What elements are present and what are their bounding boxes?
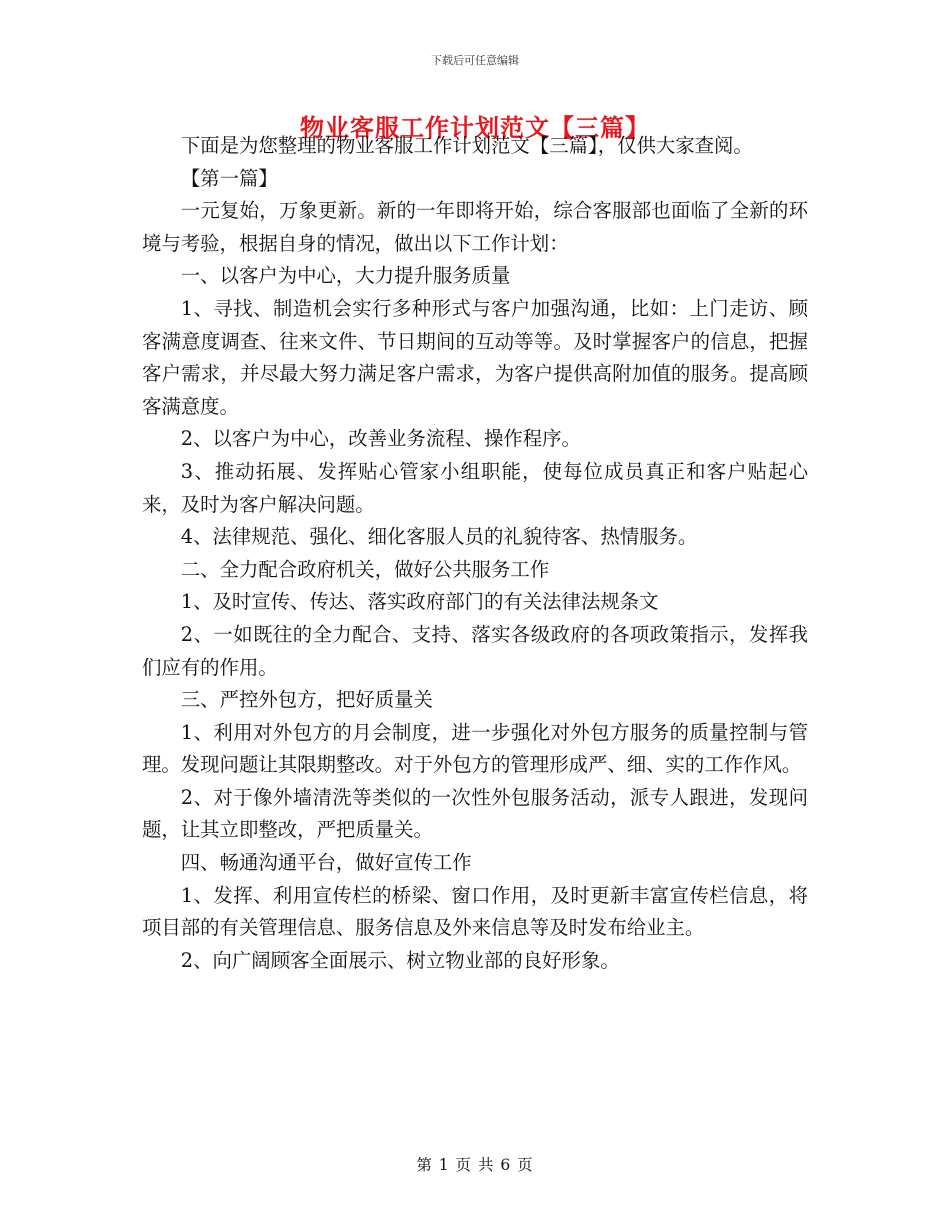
paragraph: 一元复始，万象更新。新的一年即将开始，综合客服部也面临了全新的环境与考验，根据自身的情况，做出以下工作计划： <box>142 199 808 255</box>
document-title: 物业客服工作计划范文【三篇】 <box>300 113 650 142</box>
paragraph: 4、法律规范、强化、细化客服人员的礼貌待客、热情服务。 <box>180 525 698 549</box>
paragraph: 3、推动拓展、发挥贴心管家小组职能，使每位成员真正和客户贴起心来，及时为客户解决问题。 <box>142 459 808 516</box>
intro-paragraph: 下面是为您整理的物业客服工作计划范文【三篇】，仅供大家查阅。 <box>180 134 753 157</box>
paragraph: 1、寻找、制造机会实行多种形式与客户加强沟通，比如：上门走访、顾客满意度调查、往来文件、节日期间的互动等等。及时掌握客户的信息，把握客户需求，并尽最大努力满足客户需求，为客户提供高附加值的服务。提高顾客满意度。 <box>142 296 808 418</box>
paragraph: 2、向广阔顾客全面展示、树立物业部的良好形象。 <box>180 948 620 972</box>
page-header: 下载后可任意编辑 <box>431 54 519 67</box>
paragraph: 1、发挥、利用宣传栏的桥梁、窗口作用，及时更新丰富宣传栏信息，将项目部的有关管理信息、服务信息及外来信息等及时发布给业主。 <box>142 883 808 940</box>
paragraph: 1、利用对外包方的月会制度，进一步强化对外包方服务的质量控制与管理。发现问题让其限期整改。对于外包方的管理形成严、细、实的工作作风。 <box>142 720 808 777</box>
subsection-heading: 二、全力配合政府机关，做好公共服务工作 <box>180 557 550 581</box>
subsection-heading: 三、严控外包方，把好质量关 <box>180 688 433 712</box>
paragraph: 2、对于像外墙清洗等类似的一次性外包服务活动，派专人跟进，发现问题，让其立即整改，严把质量关。 <box>142 785 808 842</box>
subsection-heading: 四、畅通沟通平台，做好宣传工作 <box>180 851 472 875</box>
subsection-heading: 一、以客户为中心，大力提升服务质量 <box>180 264 511 288</box>
document-body <box>142 130 808 977</box>
paragraph: 2、以客户为中心，改善业务流程、操作程序。 <box>180 427 581 451</box>
paragraph: 2、一如既往的全力配合、支持、落实各级政府的各项政策指示，发挥我们应有的作用。 <box>142 622 808 679</box>
page-footer: 第 1 页 共 6 页 <box>416 1156 534 1174</box>
section-heading: 【第一篇】 <box>180 166 278 190</box>
paragraph: 1、及时宣传、传达、落实政府部门的有关法律法规条文 <box>180 590 659 614</box>
